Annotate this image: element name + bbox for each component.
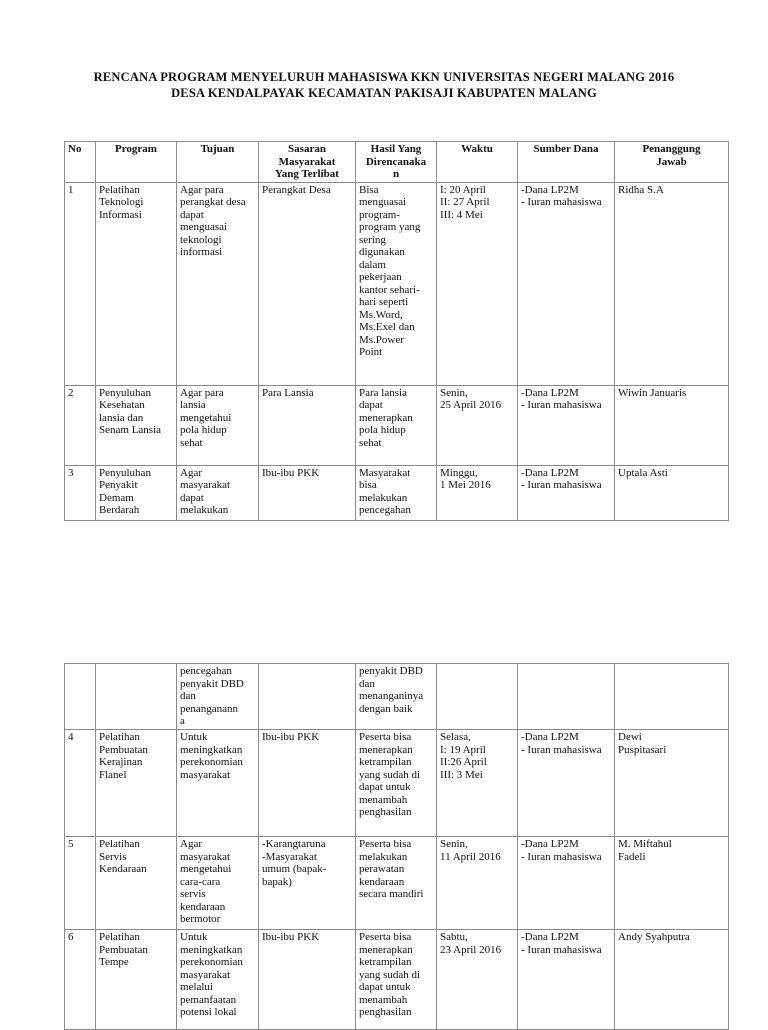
cell-waktu: Senin, 11 April 2016 (437, 837, 518, 930)
cell-waktu: Minggu, 1 Mei 2016 (437, 465, 518, 520)
cell-tujuan: Agar para perangkat desa dapat menguasai teknologi informasi (177, 182, 259, 385)
cell-program: Pelatihan Pembuatan Tempe (96, 930, 177, 1030)
cell-sumber-dana: -Dana LP2M - Iuran mahasiswa (518, 465, 615, 520)
table-row (65, 837, 729, 930)
cell-sasaran (259, 664, 356, 730)
cell-tujuan: Untuk meningkatkan perekonomian masyarakat melalui pemanfaatan potensi lokal (177, 930, 259, 1030)
cell-no: 4 (65, 730, 96, 837)
cell-waktu (437, 664, 518, 730)
cell-sumber-dana: -Dana LP2M - Iuran mahasiswa (518, 930, 615, 1030)
cell-hasil: penyakit DBD dan menanganinya dengan baik (356, 664, 437, 730)
cell-hasil: Masyarakat bisa melakukan pencegahan (356, 465, 437, 520)
cell-sumber-dana: -Dana LP2M - Iuran mahasiswa (518, 182, 615, 385)
table-row (65, 465, 729, 520)
cell-sasaran: Ibu-ibu PKK (259, 930, 356, 1030)
cell-sasaran: -Karangtaruna -Masyarakat umum (bapak- bapak) (259, 837, 356, 930)
header-no: No (65, 142, 96, 183)
cell-waktu: Senin, 25 April 2016 (437, 385, 518, 465)
cell-penanggung-jawab (615, 664, 729, 730)
cell-sasaran: Ibu-ibu PKK (259, 730, 356, 837)
cell-program: Penyuluhan Penyakit Demam Berdarah (96, 465, 177, 520)
table-row (65, 930, 729, 1030)
title-line-1: RENCANA PROGRAM MENYELURUH MAHASISWA KKN UNIVERSITAS NEGERI MALANG 2016 (93, 70, 675, 84)
cell-hasil: Para lansia dapat menerapkan pola hidup sehat (356, 385, 437, 465)
header-program: Program (96, 142, 177, 183)
cell-no: 6 (65, 930, 96, 1030)
header-hasil: Hasil Yang Direncanaka n (356, 142, 437, 183)
cell-sumber-dana: -Dana LP2M - Iuran mahasiswa (518, 385, 615, 465)
header-waktu: Waktu (437, 142, 518, 183)
cell-sumber-dana: -Dana LP2M - Iuran mahasiswa (518, 730, 615, 837)
table-row (65, 182, 729, 385)
header-sumber-dana: Sumber Dana (518, 142, 615, 183)
title-line-2: DESA KENDALPAYAK KECAMATAN PAKISAJI KABUPATEN MALANG (171, 86, 597, 100)
cell-tujuan: pencegahan penyakit DBD dan penanganann a (177, 664, 259, 730)
cell-program: Pelatihan Servis Kendaraan (96, 837, 177, 930)
cell-no: 3 (65, 465, 96, 520)
cell-tujuan: Agar masyarakat dapat melakukan (177, 465, 259, 520)
header-sasaran: Sasaran Masyarakat Yang Terlibat (259, 142, 356, 183)
cell-no: 5 (65, 837, 96, 930)
cell-no: 2 (65, 385, 96, 465)
cell-sumber-dana: -Dana LP2M - Iuran mahasiswa (518, 837, 615, 930)
cell-program: Pelatihan Pembuatan Kerajinan Flanel (96, 730, 177, 837)
cell-sasaran: Para Lansia (259, 385, 356, 465)
cell-tujuan: Agar para lansia mengetahui pola hidup sehat (177, 385, 259, 465)
cell-no (65, 664, 96, 730)
table-row (65, 664, 729, 730)
table-header-row (65, 142, 729, 183)
cell-penanggung-jawab: Uptala Asti (615, 465, 729, 520)
cell-penanggung-jawab: M. Miftahul Fadeli (615, 837, 729, 930)
cell-hasil: Peserta bisa melakukan perawatan kendaraan secara mandiri (356, 837, 437, 930)
cell-waktu: Sabtu, 23 April 2016 (437, 930, 518, 1030)
cell-sumber-dana (518, 664, 615, 730)
cell-tujuan: Untuk meningkatkan perekonomian masyarakat (177, 730, 259, 837)
cell-tujuan: Agar masyarakat mengetahui cara-cara servis kendaraan bermotor (177, 837, 259, 930)
cell-penanggung-jawab: Dewi Puspitasari (615, 730, 729, 837)
header-tujuan: Tujuan (177, 142, 259, 183)
header-penanggung-jawab: Penanggung Jawab (615, 142, 729, 183)
cell-program (96, 664, 177, 730)
table-row (65, 730, 729, 837)
cell-no: 1 (65, 182, 96, 385)
cell-penanggung-jawab: Ridha S.A (615, 182, 729, 385)
program-table-page-2 (64, 663, 729, 1030)
cell-sasaran: Perangkat Desa (259, 182, 356, 385)
cell-program: Pelatihan Teknologi Informasi (96, 182, 177, 385)
cell-penanggung-jawab: Wiwin Januaris (615, 385, 729, 465)
cell-sasaran: Ibu-ibu PKK (259, 465, 356, 520)
cell-waktu: I: 20 April II: 27 April III: 4 Mei (437, 182, 518, 385)
cell-waktu: Selasa, I: 19 April II:26 April III: 3 Mei (437, 730, 518, 837)
document-title (40, 69, 728, 101)
cell-hasil: Peserta bisa menerapkan ketrampilan yang sudah di dapat untuk menambah penghasilan (356, 930, 437, 1030)
program-table-page-1 (64, 141, 729, 521)
cell-penanggung-jawab: Andy Syahputra (615, 930, 729, 1030)
table-row (65, 385, 729, 465)
cell-hasil: Peserta bisa menerapkan ketrampilan yang sudah di dapat untuk menambah penghasilan (356, 730, 437, 837)
cell-program: Penyuluhan Kesehatan lansia dan Senam Lansia (96, 385, 177, 465)
cell-hasil: Bisa menguasai program- program yang sering digunakan dalam pekerjaan kantor sehari- hari seperti Ms.Word, Ms.Exel dan Ms.Power Point (356, 182, 437, 385)
